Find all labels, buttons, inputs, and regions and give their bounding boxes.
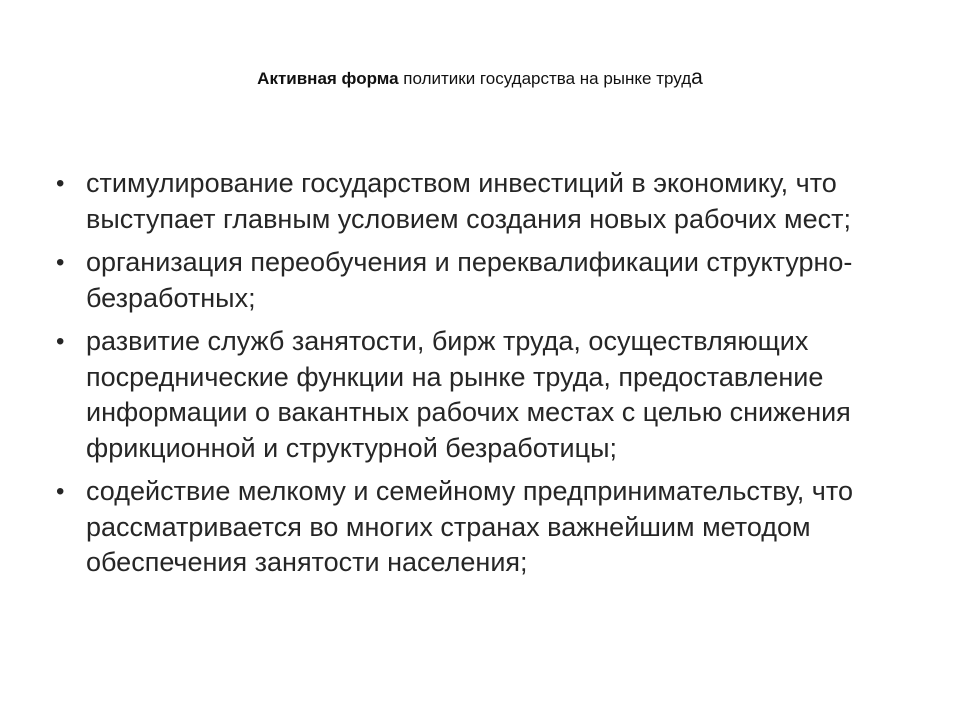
bullet-text: стимулирование государством инвестиций в экономику, что выступает главным условием создания новых рабочих мест; xyxy=(86,168,851,234)
bullet-item xyxy=(56,166,916,237)
bullet-item xyxy=(56,474,916,581)
bullet-text: организация переобучения и переквалификации структурно-безработных; xyxy=(86,247,853,313)
bullet-icon: • xyxy=(56,328,65,355)
bullet-list xyxy=(56,166,916,589)
bullet-icon: • xyxy=(56,249,65,276)
bullet-icon: • xyxy=(56,478,65,505)
slide-title xyxy=(0,66,960,91)
slide-title-bold: Активная форма xyxy=(257,69,399,88)
bullet-text: содействие мелкому и семейному предпринимательству, что рассматривается во многих странах важнейшим методом обеспечения занятости населения; xyxy=(86,476,853,577)
bullet-item xyxy=(56,324,916,466)
slide-title-regular: политики государства на рынке труд xyxy=(398,69,692,88)
bullet-text: развитие служб занятости, бирж труда, осуществляющих посреднические функции на рынке труда, предоставление информации о вакантных рабочих местах с целью снижения фрикционной и структурной безработицы; xyxy=(86,326,851,463)
slide-title-tail: а xyxy=(691,66,703,89)
bullet-item xyxy=(56,245,916,316)
bullet-icon: • xyxy=(56,170,65,197)
